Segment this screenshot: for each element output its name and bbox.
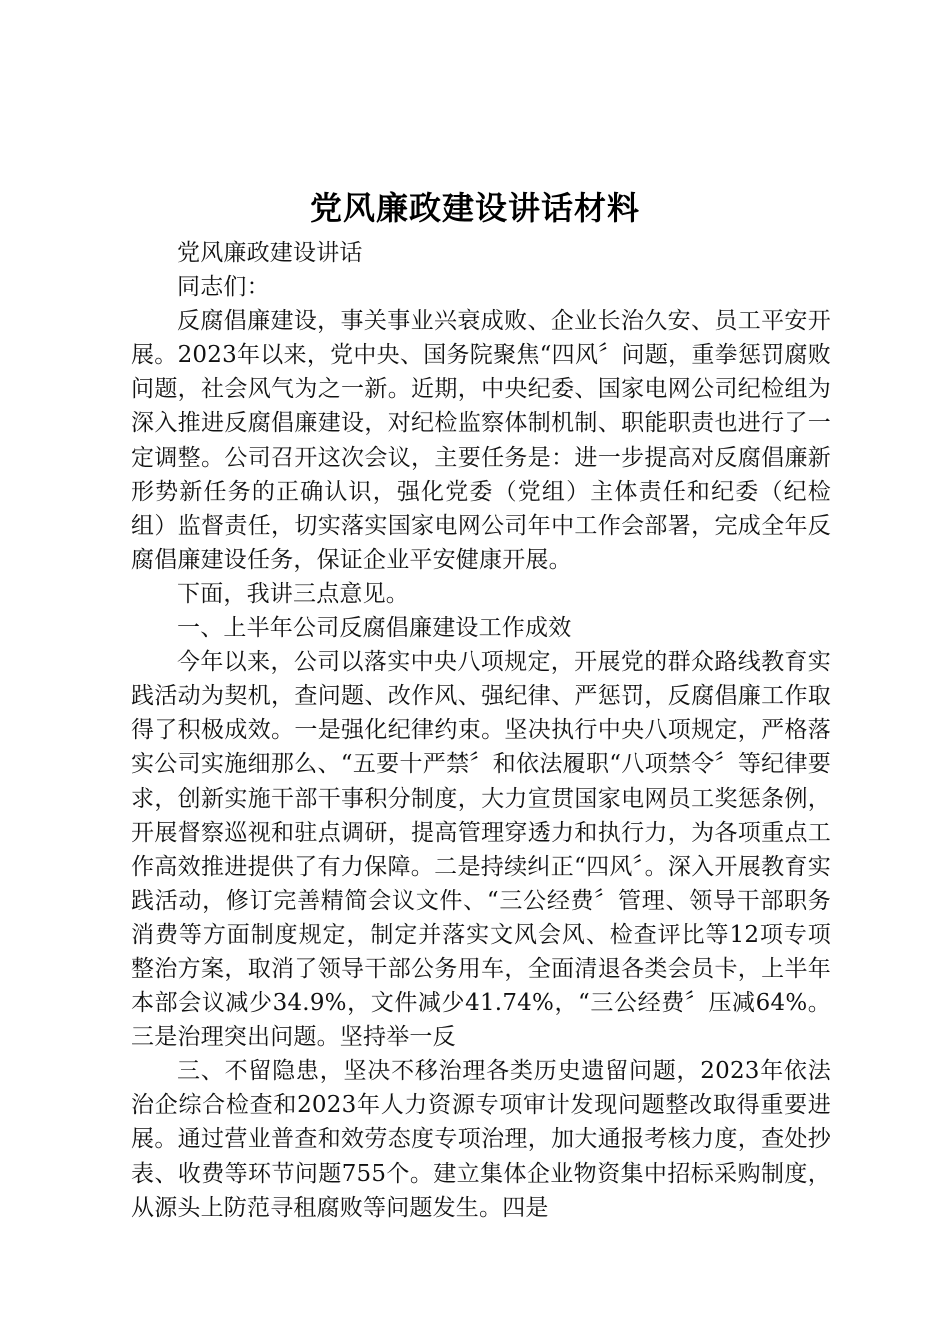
paragraph-three-points: 下面，我讲三点意见。 [177,580,409,607]
paragraph-salutation: 同志们： [177,274,270,301]
paragraph-speech-heading: 党风廉政建设讲话 [177,240,363,266]
document-title: 党风廉政建设讲话材料 [309,189,640,227]
paragraph-achievements: 今年以来，公司以落实中央八项规定，开展党的群众路线教育实践活动为契机，查问题、改作风、强纪律、严惩罚，反腐倡廉工作取得了积极成效。一是强化纪律约束。坚决执行中央八项规定，严格落实公司实施细那么、“五要十严禁〞和依法履职“八项禁令〞等纪律要求，创新实施干部干事积分制度，大力宣贯国家电网员工奖惩条例，开展督察巡视和驻点调研，提高管理穿透力和执行力，为各项重点工作高效推进提供了有力保障。二是持续纠正“四风〞。深入开展教育实践活动，修订完善精简会议文件、“三公经费〞管理、领导干部职务消费等方面制度规定，制定并落实文风会风、检查评比等12项专项整治方案，取消了领导干部公务用车，全面清退各类会员卡，上半年本部会议减少34.9%，文件减少41.74%，“三公经费〞压减64%。三是治理突出问题。坚持举一反 [131,649,831,1051]
paragraph-continuation: 三、不留隐患，坚决不移治理各类历史遗留问题，2023年依法治企综合检查和2023年人力资源专项审计发现问题整改取得重要进展。通过营业普查和效劳态度专项治理，加大通报考核力度，查处抄表、收费等环节问题755个。建立集体企业物资集中招标采购制度，从源头上防范寻租腐败等问题发生。四是 [131,1058,831,1221]
section-heading-1: 一、上半年公司反腐倡廉建设工作成效 [177,615,572,642]
document-body [131,236,831,1225]
paragraph-introduction: 反腐倡廉建设，事关事业兴衰成败、企业长治久安、员工平安开展。2023年以来，党中央、国务院聚焦“四风〞问题，重拳惩罚腐败问题，社会风气为之一新。近期，中央纪委、国家电网公司纪检组为深入推进反腐倡廉建设，对纪检监察体制机制、职能职责也进行了一定调整。公司召开这次会议，主要任务是：进一步提高对反腐倡廉新形势新任务的正确认识，强化党委（党组）主体责任和纪委（纪检组）监督责任，切实落实国家电网公司年中工作会部署，完成全年反腐倡廉建设任务，保证企业平安健康开展。 [131,308,831,573]
